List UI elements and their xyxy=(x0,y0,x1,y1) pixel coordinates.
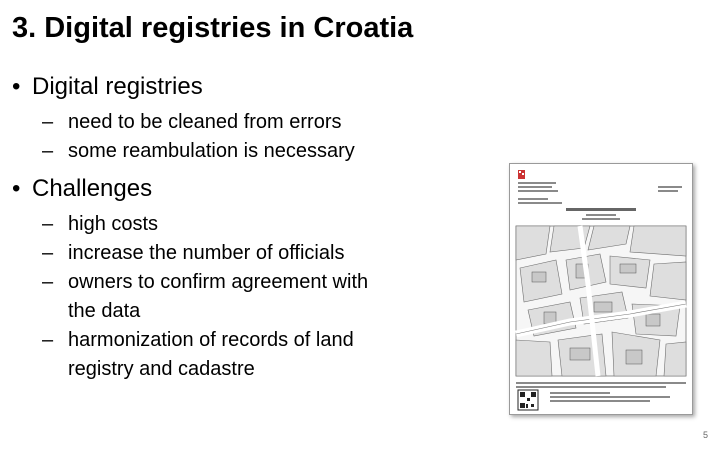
bullet-text: Challenges xyxy=(32,175,153,202)
parcel-map xyxy=(516,226,686,376)
bullet-marker: • xyxy=(12,73,21,100)
sub-bullet-text: high costs xyxy=(68,213,159,235)
sub-bullet xyxy=(12,239,432,268)
sub-bullet-text: increase the number of officials xyxy=(68,242,345,264)
sub-bullet xyxy=(12,108,432,137)
qr-code-icon xyxy=(518,390,538,410)
cadastral-document-image xyxy=(509,163,693,415)
bullet-digital-registries xyxy=(12,70,432,104)
sub-bullet-text: some reambulation is necessary xyxy=(68,140,355,162)
dash-marker: – xyxy=(42,140,54,162)
dash-marker: – xyxy=(42,329,54,351)
dash-marker: – xyxy=(42,242,54,264)
sub-bullet-text: harmonization of records of land registry and cadastre xyxy=(68,329,354,380)
dash-marker: – xyxy=(42,271,54,293)
sub-list-challenges xyxy=(12,210,432,384)
bullet-list xyxy=(12,70,432,390)
sub-bullet xyxy=(12,268,388,326)
dash-marker: – xyxy=(42,213,54,235)
slide-title: 3. Digital registries in Croatia xyxy=(12,12,414,44)
page-number: 5 xyxy=(702,430,708,440)
sub-bullet-text: need to be cleaned from errors xyxy=(68,111,342,133)
document-footer-lines xyxy=(516,382,686,402)
sub-bullet xyxy=(12,137,432,166)
document-header-lines xyxy=(518,182,682,220)
sub-bullet xyxy=(12,210,432,239)
cadastral-map-graphic xyxy=(510,164,692,414)
sub-list-digital-registries xyxy=(12,108,432,166)
bullet-marker: • xyxy=(12,175,21,202)
dash-marker: – xyxy=(42,111,54,133)
sub-bullet xyxy=(12,326,388,384)
sub-bullet-text: owners to confirm agreement with the data xyxy=(68,271,369,322)
bullet-challenges xyxy=(12,172,432,206)
bullet-text: Digital registries xyxy=(32,73,203,100)
